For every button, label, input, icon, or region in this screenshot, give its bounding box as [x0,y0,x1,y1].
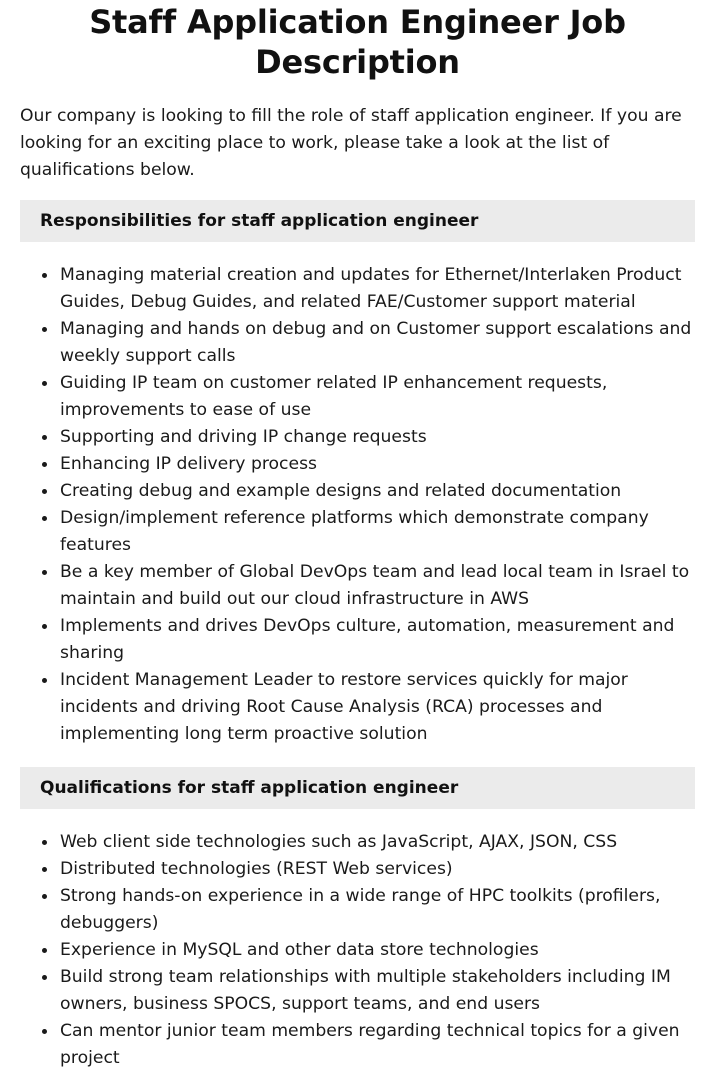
list-item: Supporting and driving IP change requests [60,424,695,451]
list-item: Enhancing IP delivery process [60,451,695,478]
list-item: Distributed technologies (REST Web services) [60,856,695,883]
list-item: Design/implement reference platforms which demonstrate company features [60,505,695,559]
list-item: Implements and drives DevOps culture, automation, measurement and sharing [60,613,695,667]
list-item: Strong hands-on experience in a wide range of HPC toolkits (profilers, debuggers) [60,883,695,937]
list-item: Managing material creation and updates for Ethernet/Interlaken Product Guides, Debug Guides, and related FAE/Customer support material [60,262,695,316]
intro-paragraph: Our company is looking to fill the role of staff application engineer. If you are looking for an exciting place to work, please take a look at the list of qualifications below. [20,106,682,180]
qualifications-heading: Qualifications for staff application engineer [20,767,695,809]
list-item: Experience in MySQL and other data store technologies [60,937,695,964]
responsibilities-heading: Responsibilities for staff application engineer [20,200,695,242]
list-item: Can mentor junior team members regarding technical topics for a given project [60,1018,695,1072]
list-item: Be a key member of Global DevOps team and lead local team in Israel to maintain and build out our cloud infrastructure in AWS [60,559,695,613]
list-item: Build strong team relationships with multiple stakeholders including IM owners, business SPOCS, support teams, and end users [60,964,695,1018]
page-title: Staff Application Engineer Job Description [89,3,626,81]
list-item: Managing and hands on debug and on Customer support escalations and weekly support calls [60,316,695,370]
responsibilities-list [20,262,695,748]
list-item: Incident Management Leader to restore services quickly for major incidents and driving Root Cause Analysis (RCA) processes and implementing long term proactive solution [60,667,695,748]
list-item: Web client side technologies such as JavaScript, AJAX, JSON, CSS [60,829,695,856]
list-item: Creating debug and example designs and related documentation [60,478,695,505]
list-item: Guiding IP team on customer related IP enhancement requests, improvements to ease of use [60,370,695,424]
qualifications-list [20,829,695,1072]
